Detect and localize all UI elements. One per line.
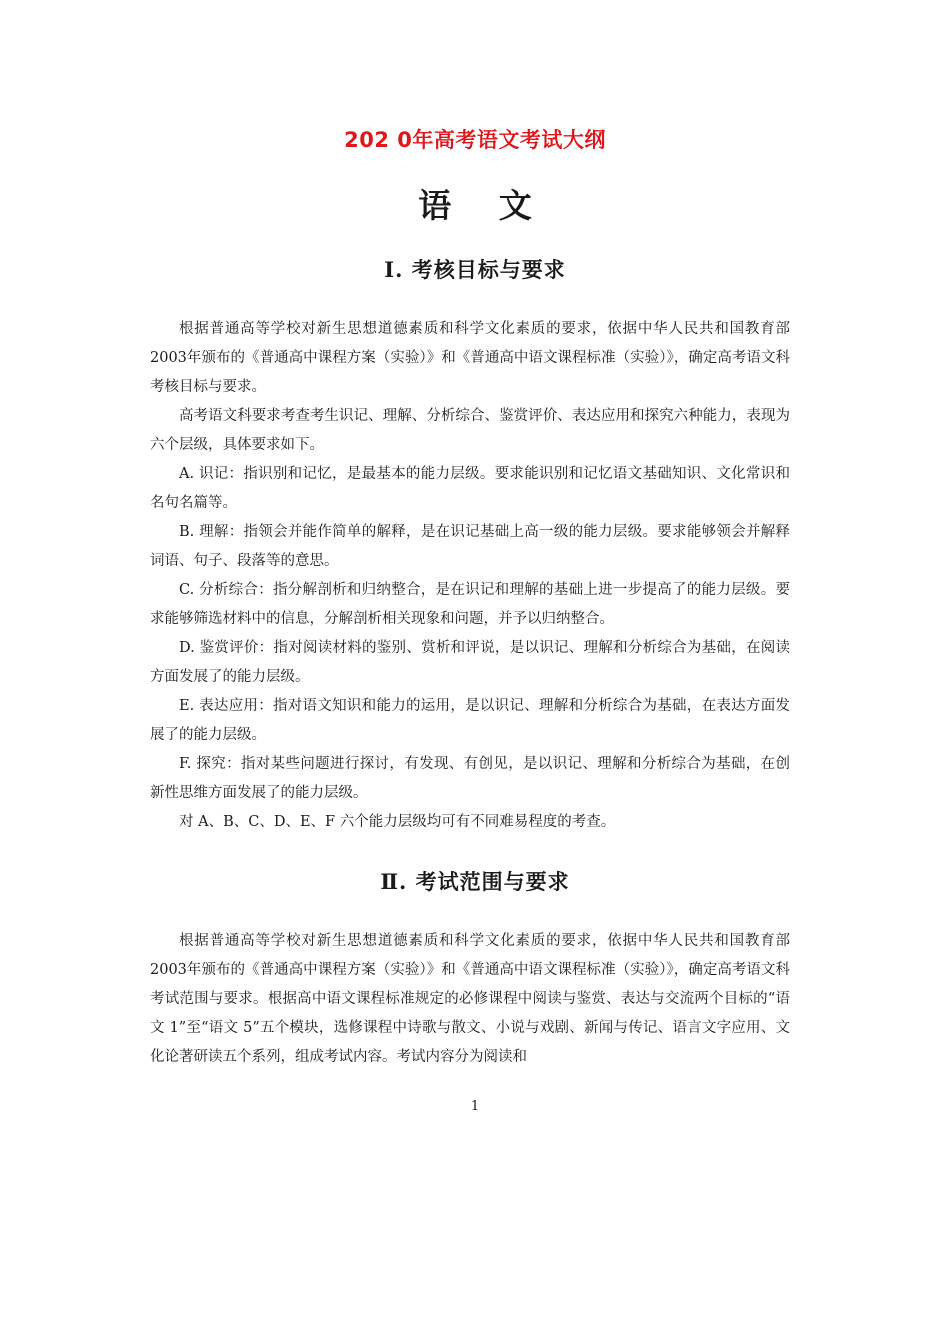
page-number: 1: [470, 1099, 480, 1114]
paragraph-level-b: B. 理解：指领会并能作简单的解释，是在识记基础上高一级的能力层级。要求能够领会并解释词语、句子、段落等的意思。: [150, 524, 790, 569]
subject-heading: 语 文: [418, 186, 550, 225]
paragraph: 高考语文科要求考查考生识记、理解、分析综合、鉴赏评价、表达应用和探究六种能力，表现为六个层级，具体要求如下。: [150, 408, 790, 453]
paragraph: 根据普通高等学校对新生思想道德素质和科学文化素质的要求，依据中华人民共和国教育部2003年颁布的《普通高中课程方案（实验）》和《普通高中语文课程标准（实验）》，确定高考语文科考试范围与要求。根据高中语文课程标准规定的必修课程中阅读与鉴赏、表达与交流两个目标的“语文 1”至“语文 5”五个模块，选修课程中诗歌与散文、小说与戏剧、新闻与传记、语言文字应用、文化论著研读五个系列，组成考试内容。考试内容分为阅读和: [150, 933, 790, 1065]
paragraph-level-f: F. 探究：指对某些问题进行探讨，有发现、有创见，是以识记、理解和分析综合为基础，在创新性思维方面发展了的能力层级。: [150, 756, 790, 801]
paragraph: 根据普通高等学校对新生思想道德素质和科学文化素质的要求，依据中华人民共和国教育部2003年颁布的《普通高中课程方案（实验）》和《普通高中语文课程标准（实验）》，确定高考语文科考核目标与要求。: [150, 321, 790, 395]
paragraph-level-e: E. 表达应用：指对语文知识和能力的运用，是以识记、理解和分析综合为基础，在表达方面发展了的能力层级。: [150, 698, 790, 743]
paragraph: 对 A、B、C、D、E、F 六个能力层级均可有不同难易程度的考查。: [179, 814, 616, 830]
paragraph-level-d: D. 鉴赏评价：指对阅读材料的鉴别、赏析和评说，是以识记、理解和分析综合为基础，在阅读方面发展了的能力层级。: [150, 640, 790, 685]
paragraph-level-a: A. 识记：指识别和记忆，是最基本的能力层级。要求能识别和记忆语文基础知识、文化常识和名句名篇等。: [150, 466, 790, 511]
section-body-exam-scope: [150, 927, 790, 1072]
section-body-assessment-objectives: [150, 315, 790, 837]
section-heading-assessment-objectives: Ⅰ. 考核目标与要求: [384, 257, 566, 282]
section-heading-exam-scope: Ⅱ. 考试范围与要求: [380, 869, 570, 894]
paragraph-level-c: C. 分析综合：指分解剖析和归纳整合，是在识记和理解的基础上进一步提高了的能力层级。要求能够筛选材料中的信息，分解剖析相关现象和问题，并予以归纳整合。: [150, 582, 790, 627]
document-title: 202 0年高考语文考试大纲: [344, 128, 606, 152]
